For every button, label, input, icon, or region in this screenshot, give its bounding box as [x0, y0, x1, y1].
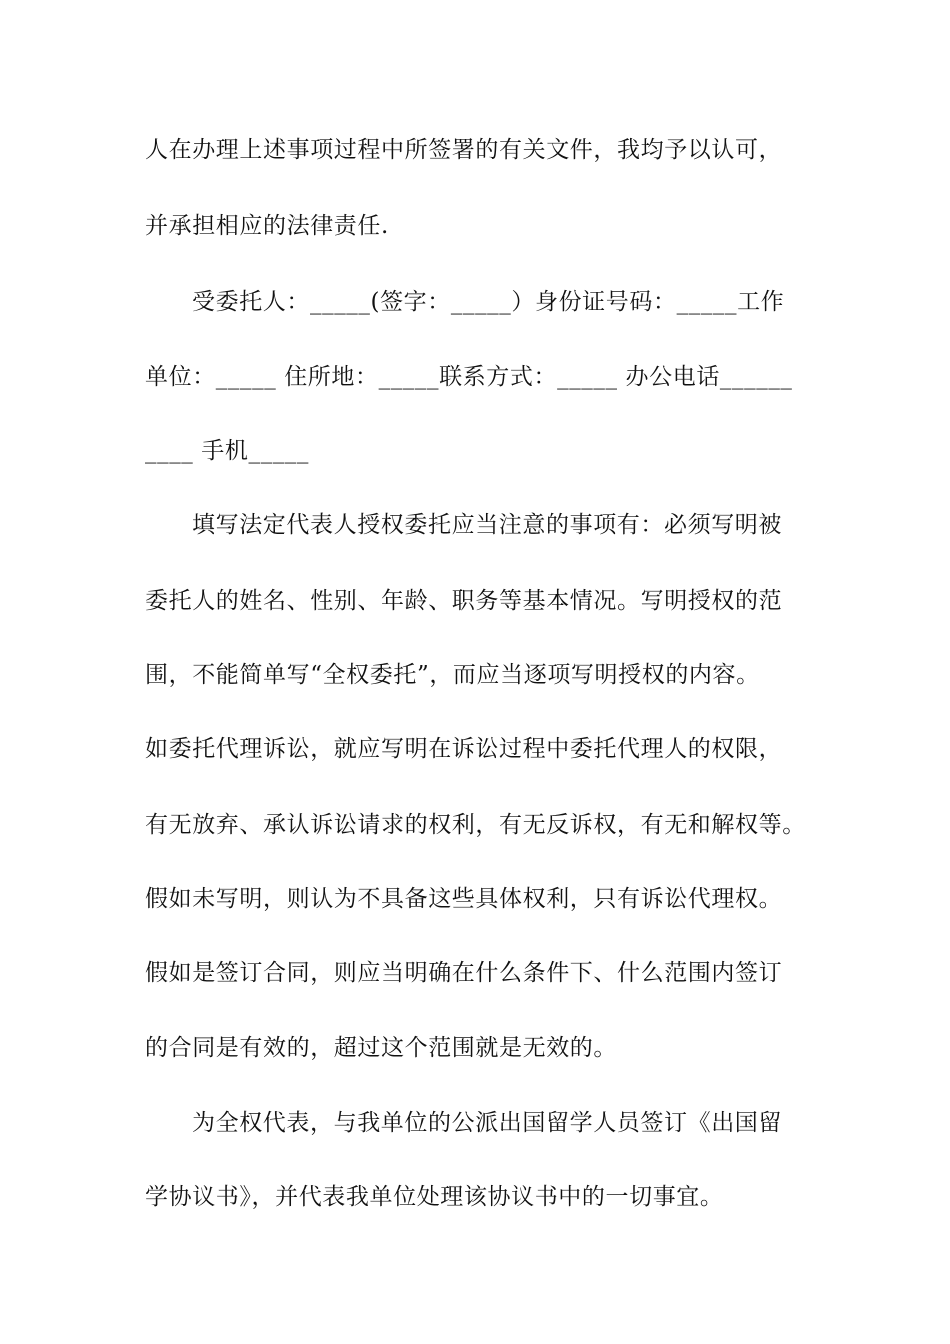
text-line: 有无放弃、承认诉讼请求的权利，有无反诉权，有无和解权等。	[145, 812, 806, 838]
text-line: 的合同是有效的，超过这个范围就是无效的。	[145, 1035, 617, 1061]
text-line: 如委托代理诉讼，就应写明在诉讼过程中委托代理人的权限，	[145, 736, 783, 762]
text-line: 单位：_____ 住所地：_____联系方式：_____ 办公电话______	[145, 364, 793, 390]
text-line: 填写法定代表人授权委托应当注意的事项有：必须写明被	[192, 512, 782, 538]
text-line: 学协议书》，并代表我单位处理该协议书中的一切事宜。	[145, 1184, 724, 1210]
text-line: 假如未写明，则认为不具备这些具体权利，只有诉讼代理权。	[145, 886, 783, 912]
text-line: 委托人的姓名、性别、年龄、职务等基本情况。写明授权的范	[145, 588, 783, 614]
text-line: 并承担相应的法律责任.	[145, 213, 389, 239]
text-line: 为全权代表，与我单位的公派出国留学人员签订《出国留	[192, 1110, 782, 1136]
text-line: ____ 手机_____	[145, 438, 310, 464]
text-line: 人在办理上述事项过程中所签署的有关文件，我均予以认可，	[145, 137, 783, 163]
text-line: 假如是签订合同，则应当明确在什么条件下、什么范围内签订	[145, 960, 783, 986]
text-line: 围，不能简单写“全权委托”，而应当逐项写明授权的内容。	[145, 662, 760, 688]
text-line: 受委托人：_____(签字：_____）身份证号码：_____工作	[192, 289, 785, 315]
